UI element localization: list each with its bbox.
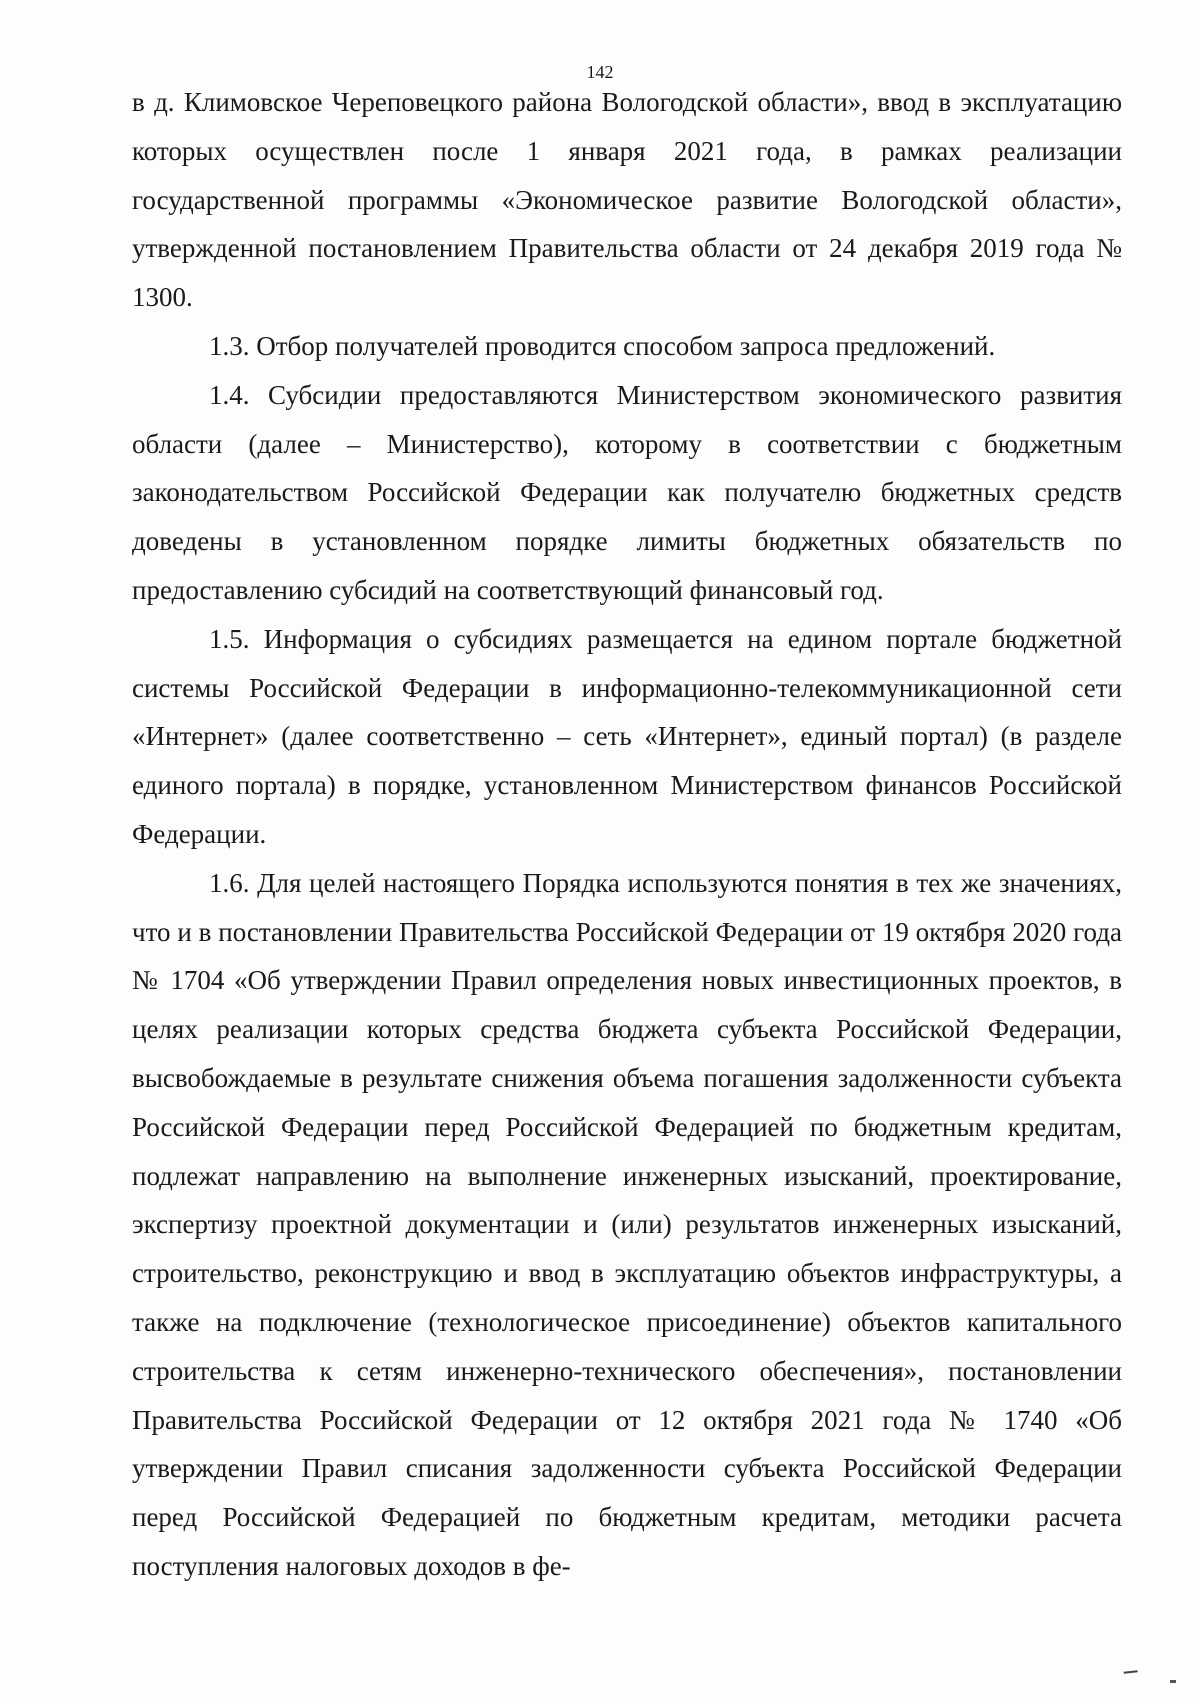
paragraph-1-6: 1.6. Для целей настоящего Порядка используются понятия в тех же значениях, что и в постановлении Правительства Российской Федерации от 19 октября 2020 года № 1704 «Об утверждении Правил определения новых инвестиционных проектов, в целях реализации которых средства бюджета субъекта Российской Федерации, высвобождаемые в результате снижения объема погашения задолженности субъекта Российской Федерации перед Российской Федерацией по бюджетным кредитам, подлежат направлению на выполнение инженерных изысканий, проектирование, экспертизу проектной документации и (или) результатов инженерных изысканий, строительство, реконструкцию и ввод в эксплуатацию объектов инфраструктуры, а также на подключение (технологическое присоединение) объектов капитального строительства к сетям инженерно-технического обеспечения», постановлении Правительства Российской Федерации от 12 октября 2021 года № 1740 «Об утверждении Правил списания задолженности субъекта Российской Федерации перед Российской Федерацией по бюджетным кредитам, методики расчета поступления налоговых доходов в фе- [132, 867, 1122, 1581]
page-number: 142 [586, 62, 614, 82]
paragraph-1-3: 1.3. Отбор получателей проводится способом запроса предложений. [209, 330, 996, 361]
paragraph-1-5: 1.5. Информация о субсидиях размещается на едином портале бюджетной системы Российской Федерации в информационно-телекоммуникационной сети «Интернет» (далее соответственно – сеть «Интернет», единый портал) (в разделе единого портала) в порядке, установленном Министерством финансов Российской Федерации. [132, 623, 1122, 849]
paragraph-1-4: 1.4. Субсидии предоставляются Министерством экономического развития области (далее – Министерство), которому в соответствии с бюджетным законодательством Российской Федерации как получателю бюджетных средств доведены в установленном порядке лимиты бюджетных обязательств по предоставлению субсидий на соответствующий финансовый год. [132, 379, 1122, 605]
document-body [132, 78, 1122, 1591]
scan-artifact-mark [1124, 1670, 1139, 1679]
scan-artifact-dot [1170, 1680, 1176, 1683]
paragraph-continuation: в д. Климовское Череповецкого района Вологодской области», ввод в эксплуатацию которых осуществлен после 1 января 2021 года, в рамках реализации государственной программы «Экономическое развитие Вологодской области», утвержденной постановлением Правительства области от 24 декабря 2019 года № 1300. [132, 87, 1122, 313]
